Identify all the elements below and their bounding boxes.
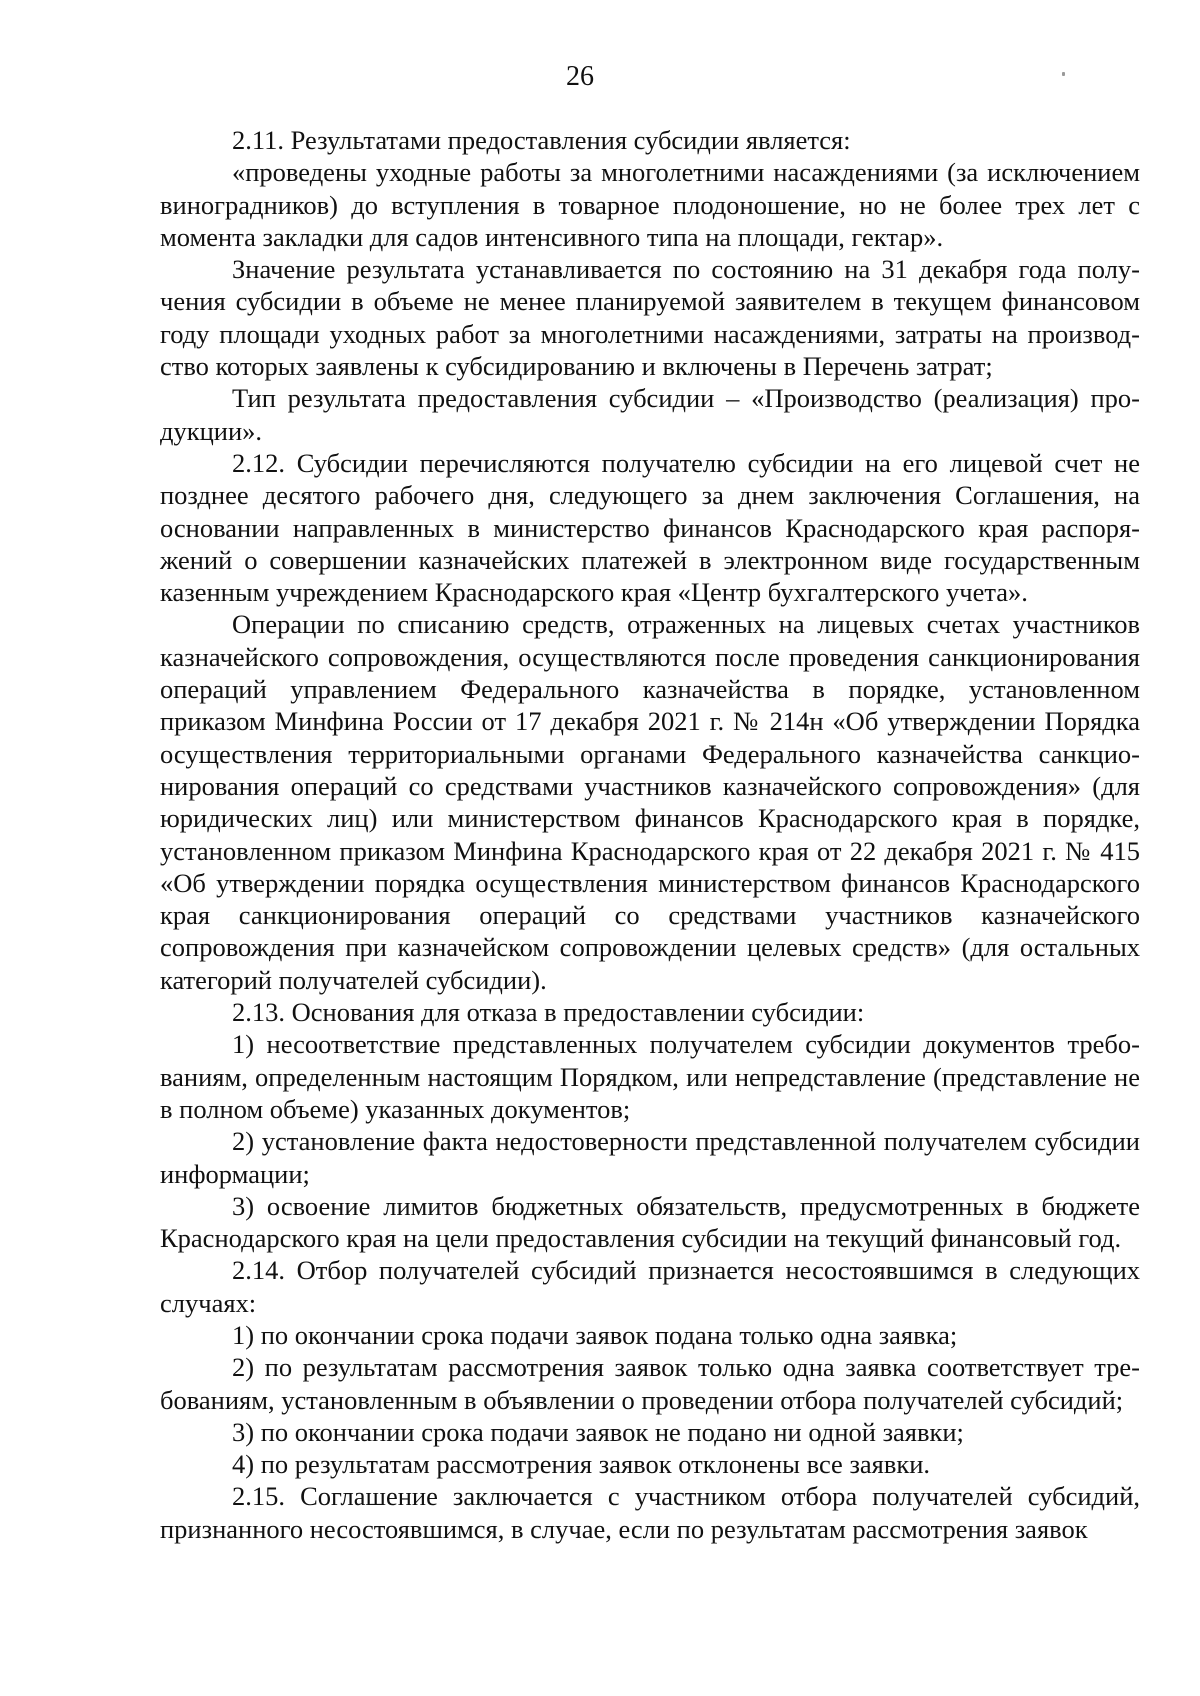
paragraph-result-definition: «проведены уходные работы за многолетними насаждениями (за исключением виноградников) до вступления в товарное плодоношение, но не более трех лет с момента закладки для садов интенсивного типа на площади, гектар».: [160, 157, 1140, 252]
page-number: 26: [566, 61, 594, 92]
list-item-failed-selection-4: 4) по результатам рассмотрения заявок отклонены все заявки.: [232, 1449, 931, 1480]
document-body: [160, 124, 1140, 1545]
paragraph-result-type: Тип результата предоставления субсидии – «Производство (реализация) продукции».: [160, 383, 1140, 446]
list-item-refusal-3: 3) освоение лимитов бюджетных обязательств, предусмотренных в бюджете Краснодарского края на цели предоставления субсидии на текущий финансовый год.: [160, 1190, 1140, 1254]
paragraph-2-12: 2.12. Субсидии перечисляются получателю субсидии на его лицевой счет не позднее десятого рабочего дня, следующего за днем заключения Соглашения, на основании направленных в министерство финансов Краснодарского края распоряжений о совершении казначейских платежей в электронном виде государственным казенным учреждением Краснодарского края «Центр бухгалтерского учета».: [160, 447, 1140, 608]
paragraph-write-off-operations: Операции по списанию средств, отраженных на лицевых счетах участников казначейского сопровождения, осуществляются после проведения санкционирования операций управлением Федерального казначейства в порядке, установленном приказом Минфина России от 17 декабря 2021 г. № 214н «Об утверждении Порядка осуществления территориальными органами Федерального казначейства санкционирования операций со средствами участников казначейского сопровождения» (для юридических лиц) или министерством финансов Краснодарского края в порядке, установленном приказом Минфина Краснодарского края от 22 декабря 2021 г. № 415 «Об утверждении порядка осуществления министерством финансов Краснодарского края санкционирования операций со средствами участников казначейского сопровождения при казначейском сопровождении целевых средств» (для остальных категорий получателей субсидии).: [160, 609, 1140, 995]
list-item-refusal-1: 1) несоответствие представленных получателем субсидии документов требованиям, определенным настоящим Порядком, или непредставление (представление не в полном объеме) указанных документов;: [160, 1029, 1140, 1124]
scan-speck: [1062, 72, 1065, 76]
paragraph-result-value: Значение результата устанавливается по состоянию на 31 декабря года получения субсидии в объеме не менее планируемой заявителем в текущем финансовом году площади уходных работ за многолетними насаждениями, затраты на производство которых заявлены к субсидированию и включены в Перечень затрат;: [160, 254, 1140, 382]
list-item-failed-selection-2: 2) по результатам рассмотрения заявок только одна заявка соответствует требованиям, установленным в объявлении о проведении отбора получателей субсидий;: [160, 1352, 1140, 1415]
list-item-failed-selection-3: 3) по окончании срока подачи заявок не подано ни одной заявки;: [232, 1416, 964, 1447]
list-item-failed-selection-1: 1) по окончании срока подачи заявок подана только одна заявка;: [232, 1319, 958, 1350]
paragraph-2-11-heading: 2.11. Результатами предоставления субсидии является:: [232, 125, 851, 155]
paragraph-2-15: 2.15. Соглашение заключается с участником отбора получателей субсидий, признанного несостоявшимся, в случае, если по результатам рассмотрения заявок: [160, 1481, 1140, 1544]
paragraph-2-13-heading: 2.13. Основания для отказа в предоставлении субсидии:: [232, 997, 865, 1028]
paragraph-2-14-heading: 2.14. Отбор получателей субсидий признается несостоявшимся в следующих случаях:: [160, 1255, 1140, 1318]
list-item-refusal-2: 2) установление факта недостоверности представленной получателем субсидии информации;: [160, 1126, 1140, 1189]
